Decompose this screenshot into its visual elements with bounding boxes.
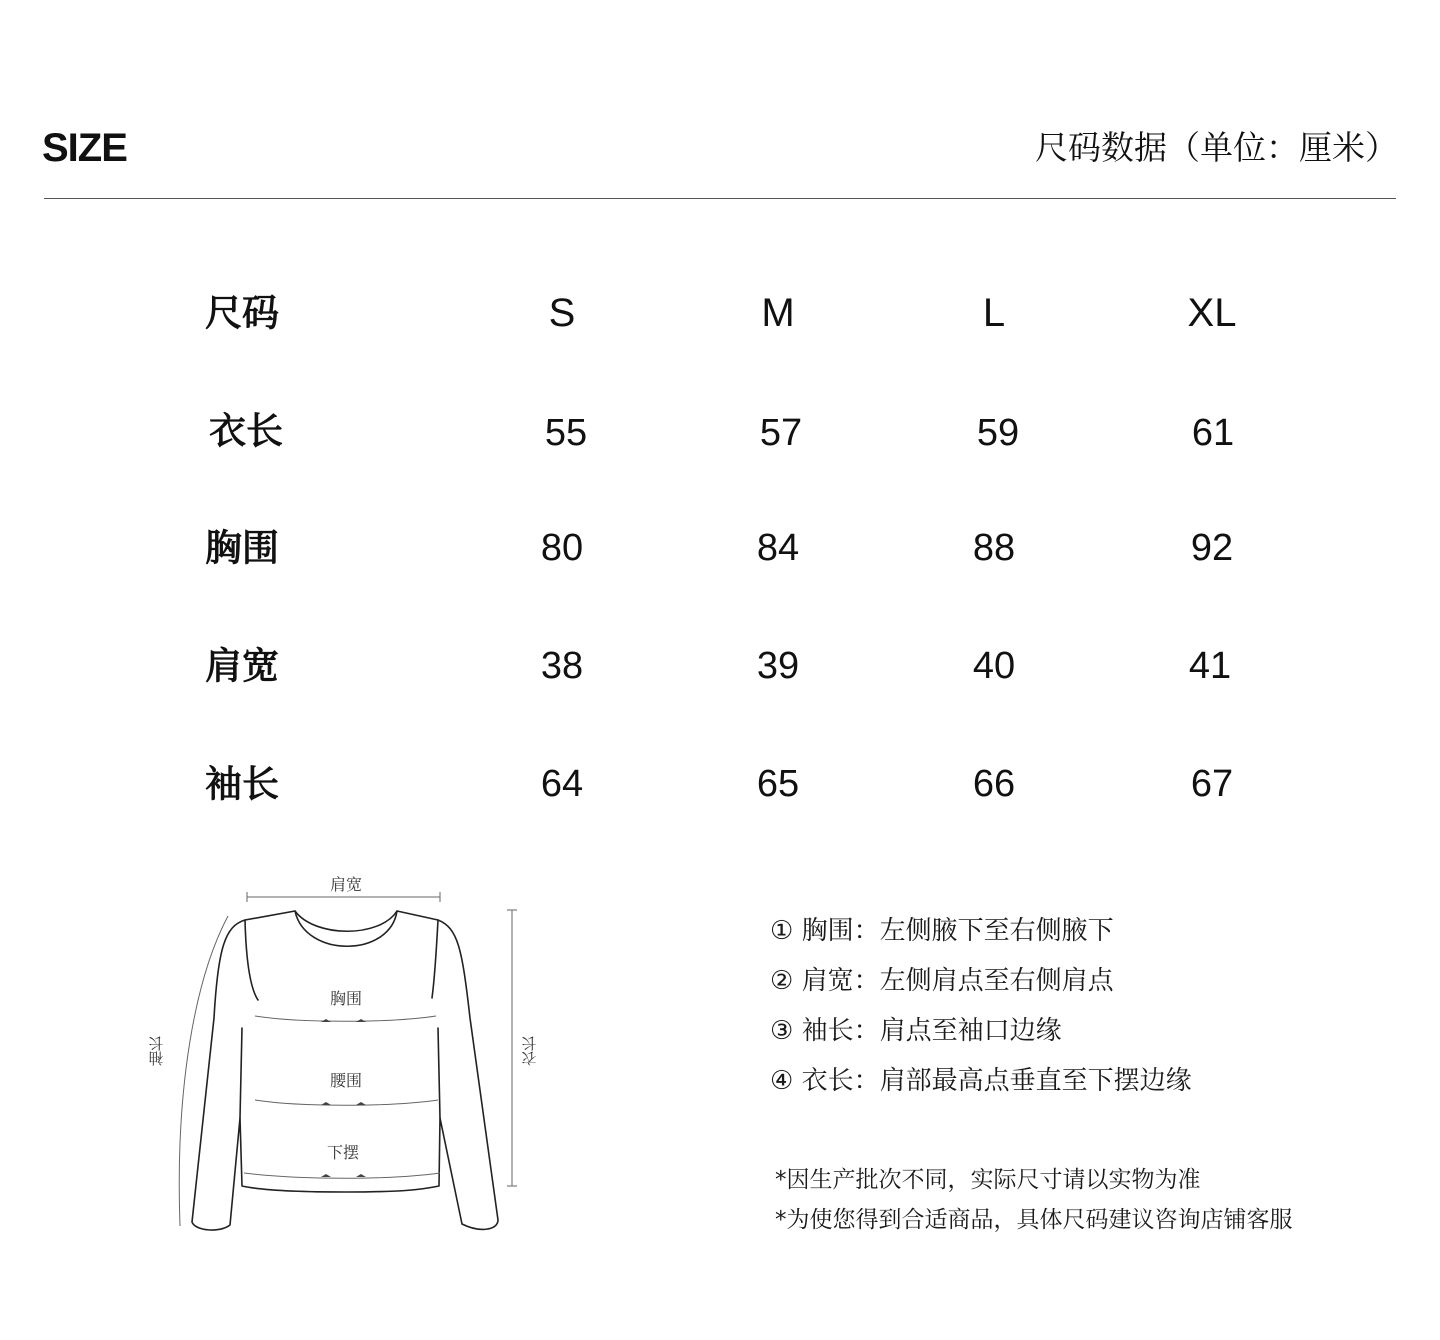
table-cell: 61 xyxy=(1191,412,1235,454)
note-marker: ② xyxy=(770,966,794,996)
table-cell: 57 xyxy=(759,412,803,454)
table-cell: 38 xyxy=(540,645,584,687)
table-cell: 80 xyxy=(540,527,584,569)
table-cell: 67 xyxy=(1190,763,1234,805)
list-item xyxy=(770,1056,1192,1106)
diagram-label-sleeve: 袖长 xyxy=(147,1036,166,1066)
disclaimer-batch: *因生产批次不同，实际尺寸请以实物为准 xyxy=(775,1167,1201,1193)
diagram-label-hem: 下摆 xyxy=(326,1143,360,1162)
unit-subtitle: 尺码数据（单位：厘米） xyxy=(1035,128,1398,167)
note-marker: ④ xyxy=(770,1066,794,1096)
note-marker: ① xyxy=(770,916,794,946)
note-text: 袖长：肩点至袖口边缘 xyxy=(801,1016,1062,1046)
table-cell: 40 xyxy=(972,645,1016,687)
list-item xyxy=(770,906,1192,956)
long-sleeve-shirt-icon xyxy=(140,868,540,1248)
note-text: 肩宽：左侧肩点至右侧肩点 xyxy=(801,966,1114,996)
size-header-label: 尺码 xyxy=(205,291,279,335)
size-header-l: L xyxy=(982,291,1006,335)
table-cell: 59 xyxy=(976,412,1020,454)
page-title: SIZE xyxy=(42,126,127,170)
diagram-label-length: 衣长 xyxy=(520,1036,539,1066)
table-cell: 64 xyxy=(540,763,584,805)
table-cell: 88 xyxy=(972,527,1016,569)
note-marker: ③ xyxy=(770,1016,794,1046)
garment-diagram xyxy=(140,868,540,1248)
size-header-xl: XL xyxy=(1187,291,1237,335)
row-label-shoulder: 肩宽 xyxy=(205,644,279,688)
note-text: 胸围：左侧腋下至右侧腋下 xyxy=(801,916,1114,946)
table-cell: 66 xyxy=(972,763,1016,805)
table-cell: 39 xyxy=(756,645,800,687)
note-text: 衣长：肩部最高点垂直至下摆边缘 xyxy=(801,1066,1192,1096)
table-cell: 84 xyxy=(756,527,800,569)
measure-notes xyxy=(770,906,1192,1106)
disclaimer-consult: *为使您得到合适商品，具体尺码建议咨询店铺客服 xyxy=(775,1207,1293,1233)
table-cell: 55 xyxy=(544,412,588,454)
table-cell: 41 xyxy=(1188,645,1232,687)
disclaimers xyxy=(775,1160,1293,1240)
table-cell: 92 xyxy=(1190,527,1234,569)
diagram-label-chest: 胸围 xyxy=(329,989,363,1008)
row-label-length: 衣长 xyxy=(209,409,283,453)
diagram-label-shoulder: 肩宽 xyxy=(329,875,363,894)
list-item xyxy=(770,1006,1192,1056)
size-header-s: S xyxy=(548,291,576,335)
size-header-m: M xyxy=(761,291,795,335)
row-label-sleeve: 袖长 xyxy=(205,762,279,806)
row-label-chest: 胸围 xyxy=(205,526,279,570)
table-cell: 65 xyxy=(756,763,800,805)
list-item xyxy=(770,956,1192,1006)
diagram-label-waist: 腰围 xyxy=(329,1071,363,1090)
